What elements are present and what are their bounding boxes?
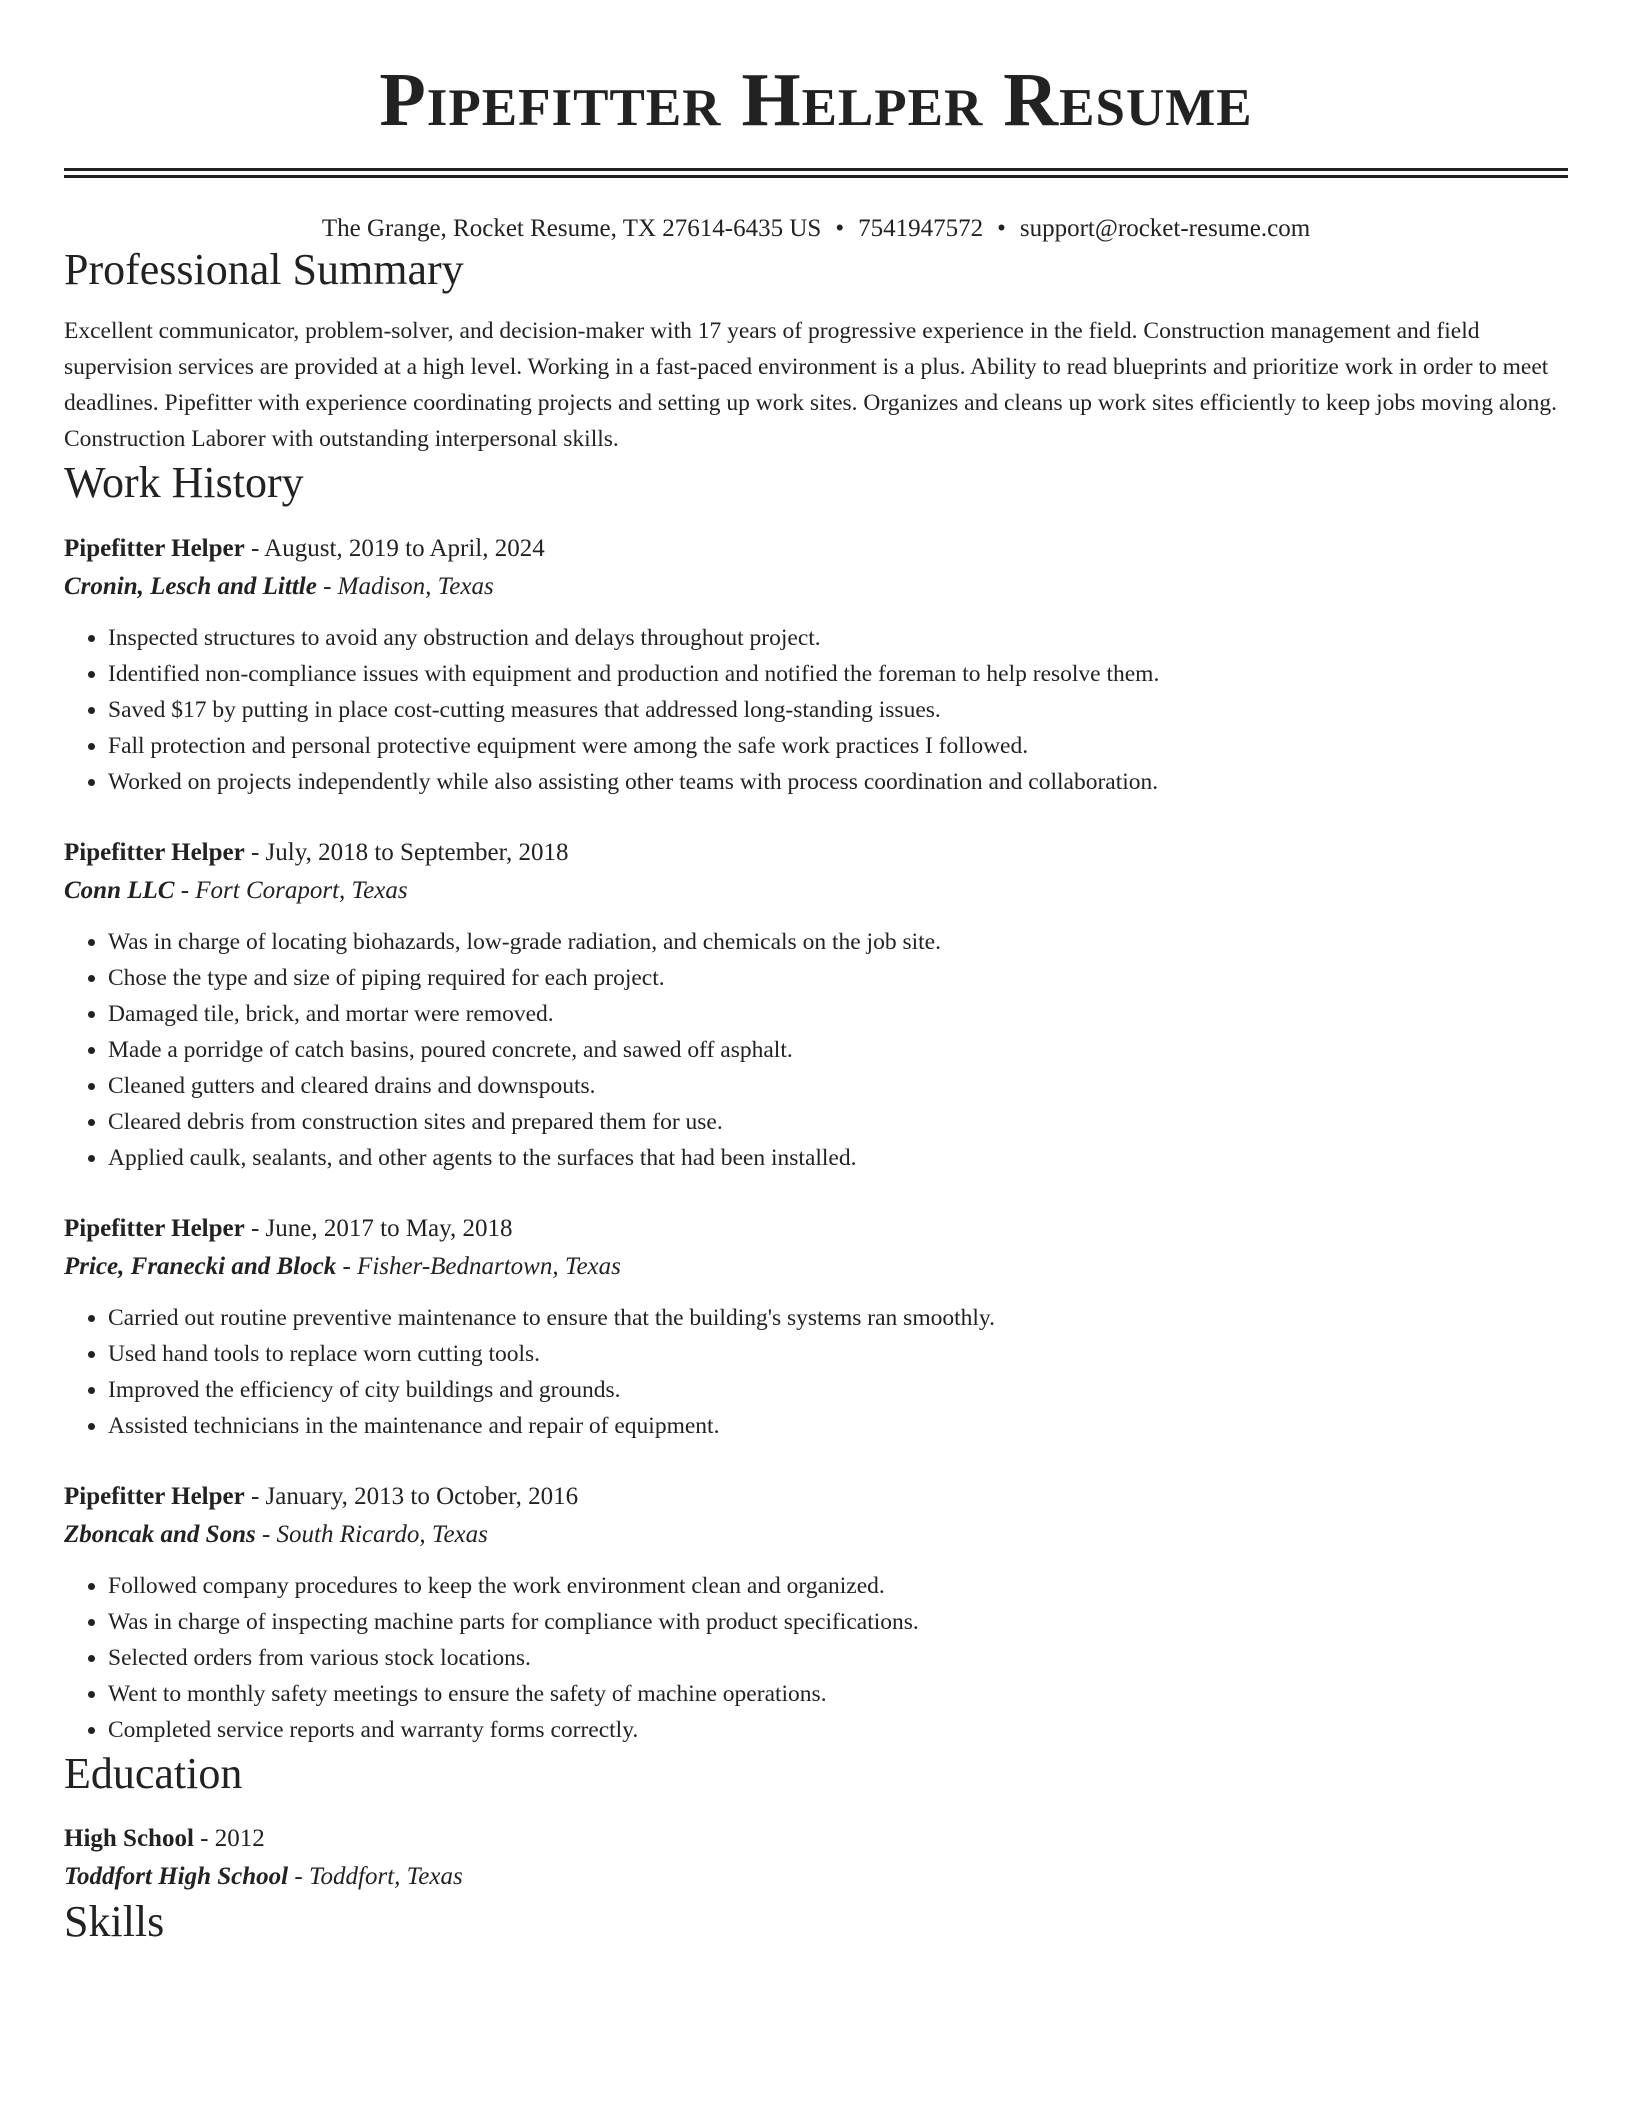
education-entry: [64, 1820, 1568, 1896]
job-dates: - July, 2018 to September, 2018: [244, 838, 569, 866]
job-bullet: • Chose the type and size of piping required for each project.: [108, 960, 1568, 996]
job-role: Pipefitter Helper: [64, 838, 245, 866]
contact-line: [64, 214, 1568, 244]
job-company-line: [64, 568, 1568, 606]
job-bullet: • Inspected structures to avoid any obstruction and delays throughout project.: [108, 620, 1568, 656]
job-dates: - August, 2019 to April, 2024: [244, 534, 545, 562]
job-company: Zboncak and Sons: [64, 1520, 256, 1548]
job-bullet: • Was in charge of locating biohazards, low-grade radiation, and chemicals on the job site.: [108, 924, 1568, 960]
job-bullet: • Was in charge of inspecting machine parts for compliance with product specifications.: [108, 1604, 1568, 1640]
job-bullets: [64, 620, 1568, 800]
job-company-line: [64, 872, 1568, 910]
job-bullet: • Cleaned gutters and cleared drains and downspouts.: [108, 1068, 1568, 1104]
job-entry: [64, 834, 1568, 1176]
education-year: - 2012: [193, 1825, 265, 1853]
job-title-line: [64, 1478, 1568, 1516]
job-bullet: • Went to monthly safety meetings to ensure the safety of machine operations.: [108, 1676, 1568, 1712]
job-company: Cronin, Lesch and Little: [64, 572, 317, 600]
job-bullet: • Cleared debris from construction sites and prepared them for use.: [108, 1104, 1568, 1140]
job-bullets: [64, 924, 1568, 1176]
education-heading: Education: [64, 1748, 243, 1798]
job-bullet: • Worked on projects independently while also assisting other teams with process coordination and collaboration.: [108, 764, 1568, 800]
education-location: - Toddfort, Texas: [288, 1863, 463, 1891]
job-bullet: • Saved $17 by putting in place cost-cutting measures that addressed long-standing issues.: [108, 692, 1568, 728]
job-dates: - January, 2013 to October, 2016: [244, 1482, 579, 1510]
job-title-line: [64, 834, 1568, 872]
summary-heading: Professional Summary: [64, 245, 464, 294]
contact-email: support@rocket-resume.com: [1019, 215, 1311, 242]
job-bullet: • Completed service reports and warranty forms correctly.: [108, 1712, 1568, 1748]
resume-title: Pipefitter Helper Resume: [379, 58, 1253, 142]
job-dates: - June, 2017 to May, 2018: [244, 1214, 513, 1242]
job-location: - Fort Coraport, Texas: [174, 876, 408, 904]
job-role: Pipefitter Helper: [64, 1214, 245, 1242]
title-double-rule: [64, 168, 1568, 178]
job-location: - Madison, Texas: [316, 572, 494, 600]
job-entry: [64, 1478, 1568, 1748]
education-degree-line: [64, 1820, 1568, 1858]
job-bullet: • Used hand tools to replace worn cutting tools.: [108, 1336, 1568, 1372]
education-degree: High School: [64, 1825, 194, 1853]
job-bullet: • Identified non-compliance issues with equipment and production and notified the foreman to help resolve them.: [108, 656, 1568, 692]
job-location: - South Ricardo, Texas: [255, 1520, 488, 1548]
job-location: - Fisher-Bednartown, Texas: [336, 1252, 621, 1280]
job-entry: [64, 530, 1568, 800]
job-bullet: • Assisted technicians in the maintenance and repair of equipment.: [108, 1408, 1568, 1444]
job-bullet: • Damaged tile, brick, and mortar were removed.: [108, 996, 1568, 1032]
job-company-line: [64, 1516, 1568, 1554]
education-school: Toddfort High School: [64, 1863, 289, 1891]
contact-separator: •: [835, 215, 845, 242]
job-bullet: • Followed company procedures to keep the work environment clean and organized.: [108, 1568, 1568, 1604]
job-company-line: [64, 1248, 1568, 1286]
job-bullets: [64, 1568, 1568, 1748]
contact-address: The Grange, Rocket Resume, TX 27614-6435 US: [321, 215, 822, 242]
summary-text: Excellent communicator, problem-solver, and decision-maker with 17 years of progressive experience in the field. Construction management and field supervision services are provided at a high level. Working in a fast-paced environment is a plus. Ability to read blueprints and prioritize work in order to meet deadlines. Pipefitter with experience coordinating projects and setting up work sites. Organizes and cleans up work sites efficiently to keep jobs moving along. Construction Laborer with outstanding interpersonal skills.: [64, 317, 1557, 452]
job-company: Price, Franecki and Block: [64, 1252, 337, 1280]
job-role: Pipefitter Helper: [64, 1482, 245, 1510]
work-history-heading: Work History: [64, 457, 304, 507]
job-bullet: • Fall protection and personal protective equipment were among the safe work practices I followed.: [108, 728, 1568, 764]
job-bullets: [64, 1300, 1568, 1444]
job-bullet: • Selected orders from various stock locations.: [108, 1640, 1568, 1676]
contact-phone: 7541947572: [858, 215, 984, 242]
job-bullet: • Applied caulk, sealants, and other agents to the surfaces that had been installed.: [108, 1140, 1568, 1176]
job-role: Pipefitter Helper: [64, 534, 245, 562]
job-title-line: [64, 530, 1568, 568]
contact-separator: •: [997, 215, 1006, 242]
job-company: Conn LLC: [64, 876, 175, 904]
job-bullet: • Carried out routine preventive maintenance to ensure that the building's systems ran smoothly.: [108, 1300, 1568, 1336]
job-entry: [64, 1210, 1568, 1444]
education-school-line: [64, 1858, 1568, 1896]
job-title-line: [64, 1210, 1568, 1248]
job-bullet: • Improved the efficiency of city buildings and grounds.: [108, 1372, 1568, 1408]
job-bullet: • Made a porridge of catch basins, poured concrete, and sawed off asphalt.: [108, 1032, 1568, 1068]
skills-heading: Skills: [64, 1897, 165, 1947]
